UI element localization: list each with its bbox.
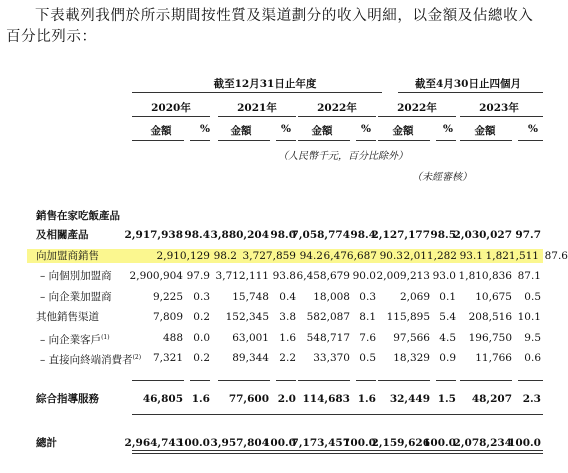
col-rule	[460, 140, 512, 141]
amount-cell: 7,058,774	[291, 229, 350, 241]
year-rule-1	[132, 116, 210, 117]
amount-cell: 2,069	[399, 291, 430, 303]
col-rule	[356, 140, 376, 141]
amount-cell: 3,712,111	[215, 270, 269, 282]
amount-cell: 9,225	[152, 291, 183, 303]
amount-header: 金額	[311, 125, 333, 137]
col-rule	[218, 140, 270, 141]
footnote-marker: (1)	[101, 334, 110, 341]
percent-cell: 100.0	[423, 437, 456, 449]
amount-cell: 208,516	[468, 311, 512, 323]
col-rule	[190, 140, 210, 141]
percent-cell: 1.6	[357, 393, 376, 405]
four-month-group-header: 截至4月30日止四個月	[415, 78, 521, 90]
unit-note: （人民幣千元，百分比除外）	[278, 151, 408, 162]
amount-cell: 3,880,204	[210, 229, 269, 241]
amount-header: 金額	[392, 125, 414, 137]
amount-cell: 89,344	[232, 352, 269, 364]
row-label: 其他銷售渠道	[36, 311, 99, 323]
amount-cell: 548,717	[306, 332, 350, 344]
pct-header: %	[443, 123, 453, 135]
amount-cell: 18,329	[393, 352, 430, 364]
intro-paragraph: 下表載列我們於所示期間按性質及渠道劃分的收入明細，以金額及佔總收入百分比列示：	[6, 8, 534, 45]
year-header-2021: 2021年	[237, 102, 277, 114]
percent-cell: 2.2	[279, 352, 296, 364]
percent-cell: 1.5	[437, 393, 456, 405]
amount-cell: 18,008	[313, 291, 350, 303]
percent-cell: 2.3	[522, 393, 541, 405]
amount-header: 金額	[474, 125, 496, 137]
percent-cell: 93.8	[272, 270, 296, 282]
total-rule-bottom	[132, 450, 543, 451]
amount-cell: 15,748	[232, 291, 269, 303]
subtotal-rule	[518, 380, 543, 381]
unaudited-note: （未經審核）	[412, 172, 472, 183]
percent-cell: 100.0	[263, 437, 296, 449]
amount-cell: 115,895	[386, 311, 430, 323]
year-rule-4	[378, 116, 456, 117]
percent-cell: 5.4	[439, 311, 456, 323]
amount-cell: 196,750	[468, 332, 512, 344]
table-row	[0, 209, 550, 223]
percent-cell: 8.1	[359, 311, 376, 323]
percent-cell: 98.2	[213, 250, 237, 262]
pct-header: %	[281, 123, 291, 135]
amount-cell: 2,900,904	[129, 270, 183, 282]
percent-cell: 0.3	[359, 291, 376, 303]
subtotal-rule	[132, 380, 184, 381]
percent-cell: 100.0	[343, 437, 376, 449]
amount-cell: 2,159,626	[371, 437, 430, 449]
pct-header: %	[361, 123, 371, 135]
col-rule	[276, 140, 296, 141]
percent-cell: 93.0	[432, 270, 456, 282]
percent-cell: 97.7	[515, 229, 541, 241]
year-header-2020: 2020年	[151, 102, 191, 114]
table-row	[0, 351, 550, 365]
percent-cell: 0.5	[359, 352, 376, 364]
footnote-marker: (2)	[132, 354, 142, 361]
percent-cell: 0.4	[279, 291, 296, 303]
subtotal-rule	[436, 380, 456, 381]
amount-cell: 1,810,836	[458, 270, 512, 282]
amount-cell: 6,458,679	[296, 270, 350, 282]
table-row	[0, 290, 550, 304]
amount-header: 金額	[150, 125, 172, 137]
percent-cell: 3.8	[279, 311, 296, 323]
amount-cell: 10,675	[475, 291, 512, 303]
row-label: 總計	[36, 437, 57, 449]
percent-cell: 0.0	[193, 332, 210, 344]
table-row	[0, 310, 550, 324]
amount-cell: 2,917,938	[124, 229, 183, 241]
percent-cell: 98.4	[350, 229, 376, 241]
amount-cell: 582,087	[306, 311, 350, 323]
percent-cell: 94.2	[299, 250, 323, 262]
amount-cell: 3,957,804	[210, 437, 269, 449]
percent-cell: 0.3	[193, 291, 210, 303]
percent-cell: 1.6	[191, 393, 210, 405]
amount-cell: 7,173,457	[291, 437, 350, 449]
amount-cell: 114,683	[302, 393, 350, 405]
percent-cell: 0.5	[524, 291, 541, 303]
amount-cell: 2,127,177	[371, 229, 430, 241]
subtotal-rule	[190, 380, 210, 381]
year-rule-3	[298, 116, 376, 117]
table-row	[27, 249, 568, 263]
percent-cell: 0.9	[439, 352, 456, 364]
row-label: – 向企業加盟商	[40, 291, 112, 303]
row-label: 銷售在家吃飯產品	[36, 210, 120, 222]
amount-cell: 2,910,129	[156, 250, 210, 262]
percent-cell: 0.2	[193, 352, 210, 364]
percent-cell: 1.6	[279, 332, 296, 344]
percent-cell: 10.1	[517, 311, 541, 323]
subtotal-rule	[378, 380, 430, 381]
total-rule-top	[132, 414, 543, 415]
table-row	[0, 269, 550, 283]
percent-cell: 90.0	[352, 270, 376, 282]
percent-cell: 7.6	[359, 332, 376, 344]
amount-cell: 152,345	[225, 311, 269, 323]
amount-cell: 2,078,234	[453, 437, 512, 449]
subtotal-rule	[276, 380, 296, 381]
group-rule-year-end	[132, 92, 382, 93]
percent-cell: 87.6	[544, 250, 568, 262]
amount-cell: 2,030,027	[453, 229, 512, 241]
col-rule	[378, 140, 430, 141]
amount-cell: 2,011,282	[403, 250, 457, 262]
percent-cell: 4.5	[439, 332, 456, 344]
year-header-2022: 2022年	[317, 102, 357, 114]
year-rule-5	[460, 116, 543, 117]
percent-cell: 100.0	[508, 437, 541, 449]
amount-cell: 7,321	[152, 352, 183, 364]
table-row	[0, 228, 550, 242]
subtotal-rule	[460, 380, 512, 381]
amount-cell: 11,766	[475, 352, 512, 364]
percent-cell: 2.0	[277, 393, 296, 405]
amount-cell: 63,001	[232, 332, 269, 344]
row-label: – 向企業客戶$^{(1)}$	[40, 334, 110, 346]
amount-cell: 46,805	[142, 393, 183, 405]
subtotal-rule	[298, 380, 350, 381]
percent-cell: 100.0	[177, 437, 210, 449]
year-header-2022-four-month: 2022年	[397, 102, 437, 114]
year-end-group-header: 截至12月31日止年度	[213, 78, 317, 90]
row-label: – 向個別加盟商	[40, 270, 112, 282]
table-row	[0, 392, 550, 406]
percent-cell: 93.1	[459, 250, 483, 262]
amount-cell: 1,821,511	[485, 250, 539, 262]
pct-header: %	[528, 123, 538, 135]
row-label: 及相關產品	[36, 229, 89, 241]
amount-cell: 2,964,743	[124, 437, 183, 449]
percent-cell: 9.5	[524, 332, 541, 344]
amount-cell: 3,727,859	[242, 250, 296, 262]
col-rule	[436, 140, 456, 141]
percent-cell: 87.1	[517, 270, 541, 282]
amount-cell: 2,009,213	[376, 270, 430, 282]
amount-cell: 32,449	[389, 393, 430, 405]
total-rule-bottom-double	[132, 453, 543, 454]
percent-cell: 97.9	[186, 270, 210, 282]
row-label: – 直接向終端消費者$^{(2)}$	[40, 354, 142, 366]
row-label: 綜合指導服務	[36, 393, 99, 405]
amount-cell: 7,809	[152, 311, 183, 323]
group-rule-four-month	[398, 92, 543, 93]
subtotal-rule	[356, 380, 376, 381]
amount-header: 金額	[230, 125, 252, 137]
amount-cell: 77,600	[228, 393, 269, 405]
pct-header: %	[200, 123, 210, 135]
percent-cell: 98.4	[184, 229, 210, 241]
amount-cell: 33,370	[313, 352, 350, 364]
col-rule	[132, 140, 184, 141]
amount-cell: 6,476,687	[323, 250, 377, 262]
percent-cell: 0.1	[439, 291, 456, 303]
table-row	[0, 436, 550, 450]
year-header-2023-four-month: 2023年	[479, 102, 519, 114]
year-rule-2	[218, 116, 296, 117]
col-rule	[518, 140, 543, 141]
percent-cell: 0.6	[524, 352, 541, 364]
amount-cell: 488	[162, 332, 183, 344]
amount-cell: 97,566	[393, 332, 430, 344]
percent-cell: 90.3	[379, 250, 403, 262]
col-rule	[298, 140, 350, 141]
percent-cell: 98.0	[270, 229, 296, 241]
percent-cell: 98.5	[430, 229, 456, 241]
amount-cell: 48,207	[471, 393, 512, 405]
percent-cell: 0.2	[193, 311, 210, 323]
subtotal-rule	[218, 380, 270, 381]
row-label: 向加盟商銷售	[36, 250, 99, 262]
table-row	[0, 331, 550, 345]
